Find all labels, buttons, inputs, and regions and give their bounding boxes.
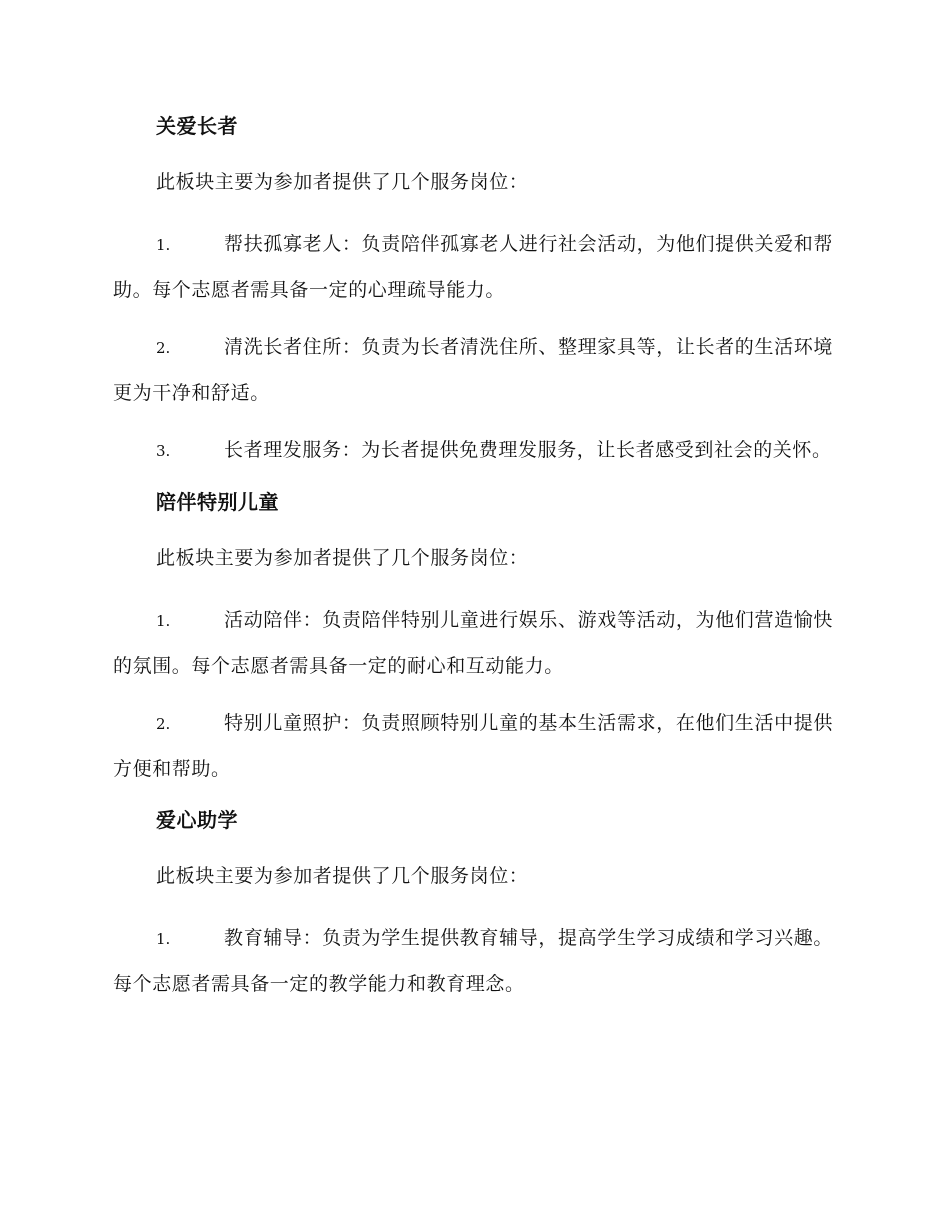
item-number: 2. [156,339,171,357]
item-number: 2. [156,715,171,733]
section-elder-care [113,110,833,474]
list-item [113,428,833,474]
item-text: 特别儿童照护：负责照顾特别儿童的基本生活需求，在他们生活中提供方便和帮助。 [113,712,833,780]
item-text: 帮扶孤寡老人：负责陪伴孤寡老人进行社会活动，为他们提供关爱和帮助。每个志愿者需具备一定的心理疏导能力。 [113,233,833,301]
section-intro: 此板块主要为参加者提供了几个服务岗位： [156,547,529,569]
list-item [113,916,833,1007]
section-education-aid [113,804,833,1007]
list-item [113,325,833,416]
list-item [113,222,833,313]
item-text: 教育辅导：负责为学生提供教育辅导，提高学生学习成绩和学习兴趣。每个志愿者需具备一定的教学能力和教育理念。 [113,927,833,995]
section-heading: 爱心助学 [156,808,238,832]
section-special-children [113,486,833,792]
list-item [113,701,833,792]
section-heading: 陪伴特别儿童 [156,490,279,514]
item-number: 1. [156,612,171,630]
document-page [113,110,833,1019]
section-intro: 此板块主要为参加者提供了几个服务岗位： [156,865,529,887]
section-intro: 此板块主要为参加者提供了几个服务岗位： [156,171,529,193]
item-text: 活动陪伴：负责陪伴特别儿童进行娱乐、游戏等活动，为他们营造愉快的氛围。每个志愿者需具备一定的耐心和互动能力。 [113,609,833,677]
item-number: 1. [156,236,171,254]
item-text: 清洗长者住所：负责为长者清洗住所、整理家具等，让长者的生活环境更为干净和舒适。 [113,336,833,404]
item-text: 长者理发服务：为长者提供免费理发服务，让长者感受到社会的关怀。 [224,439,832,461]
section-heading: 关爱长者 [156,114,238,138]
list-item [113,598,833,689]
item-number: 3. [156,442,171,460]
item-number: 1. [156,930,171,948]
